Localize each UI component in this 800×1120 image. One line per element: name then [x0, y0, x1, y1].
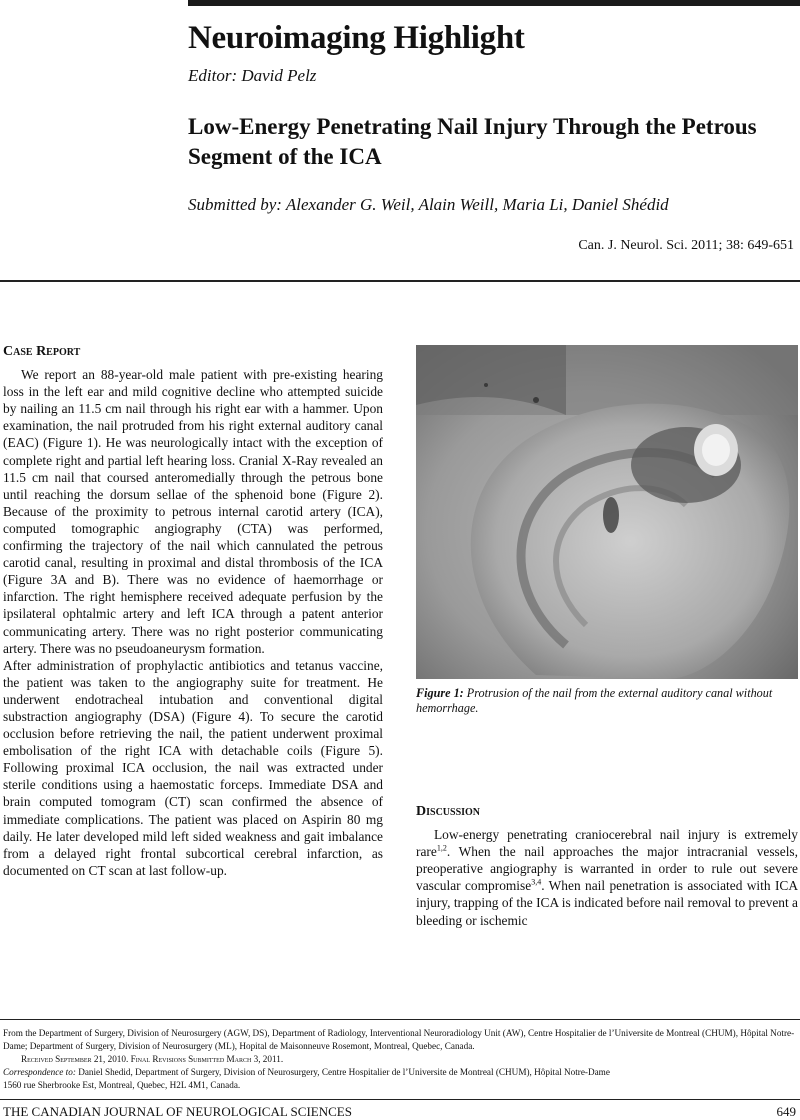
header-bottom-rule [0, 280, 800, 282]
journal-section-title: Neuroimaging Highlight [188, 20, 525, 56]
correspondence-note [3, 1066, 798, 1079]
affiliation-note: From the Department of Surgery, Division of Neurosurgery (AGW, DS), Department of Radiology, Interventional Neuroradiology Unit (AW), Centre Hospitalier de l’Universite de Montreal (CHUM), Hôpital Notre-Dame; Department of Surgery, Division of Neurosurgery (ML), Hopital de Maisonneuve Rosemont, Montreal, Quebec, Canada. [3, 1028, 795, 1051]
ear-photo-illustration [416, 345, 798, 679]
footer-rule [0, 1099, 800, 1100]
discussion-ref-1: 1,2 [436, 843, 447, 853]
citation: Can. J. Neurol. Sci. 2011; 38: 649-651 [578, 238, 794, 253]
discussion-heading: Discussion [416, 804, 481, 819]
correspondence-text: Daniel Shedid, Department of Surgery, Division of Neurosurgery, Centre Hospitalier de l’Universite de Montreal (CHUM), Hôpital Notre-Dame [75, 1067, 610, 1077]
footnotes [3, 1027, 798, 1092]
discussion-text-a: Low-energy penetrating craniocerebral nail injury is extremely rare [416, 827, 798, 860]
case-report-paragraph-1: We report an 88-year-old male patient with pre-existing hearing loss in the left ear and mild cognitive decline who attempted suicide by nailing an 11.5 cm nail through his right ear with a hammer. Upon examination, the nail protruded from his right external auditory canal (EAC) (Figure 1). He was neurologically intact with the exception of complete right and partial left hearing loss. Cranial X-Ray revealed an 11.5 cm nail that coursed anteromedially through the petrous bone until reaching the dorsum sellae of the sphenoid bone (Figure 2). Because of the proximity to petrous internal carotid artery (ICA), computed tomographic angiography (CTA) was performed, confirming the trajectory of the nail which cannulated the petrous carotid canal, resulting in proximal and distal thrombosis of the ICA (Figure 3A and B). There was no evidence of haemorrhage or infarction. The right hemisphere received adequate perfusion by the ipsilateral ophtalmic artery and left ICA through a patent anterior communicating artery. There was no right posterior communicating artery. There was no pseudoaneurysm formation. [3, 367, 383, 656]
discussion-text-c: . When nail penetration is associated with ICA injury, trapping of the ICA is indicated before nail removal to prevent a bleeding or ischemic [416, 878, 799, 928]
discussion-paragraph [416, 826, 798, 929]
header-top-rule [188, 0, 800, 6]
discussion-text-b: . When the nail approaches the major intracranial vessels, preoperative angiography is warranted in order to rule out severe vascular compromise [416, 844, 798, 894]
discussion-column [416, 803, 798, 929]
figure-1-photo [416, 345, 798, 679]
figure-1-caption [416, 686, 798, 715]
figure-1-label: Figure 1: [416, 686, 464, 700]
discussion-ref-2: 3,4 [531, 877, 542, 887]
footer-journal-name: THE CANADIAN JOURNAL OF NEUROLOGICAL SCIENCES [3, 1104, 352, 1119]
case-report-heading: Case Report [3, 344, 81, 359]
article-title: Low-Energy Penetrating Nail Injury Through the Petrous Segment of the ICA [188, 114, 757, 169]
authors-line: Submitted by: Alexander G. Weil, Alain Weill, Maria Li, Daniel Shédid [188, 195, 669, 214]
figure-1-caption-text: Protrusion of the nail from the external auditory canal without hemorrhage. [416, 686, 773, 715]
footnote-rule [0, 1019, 800, 1020]
correspondence-address: 1560 rue Sherbrooke Est, Montreal, Quebec, H2L 4M1, Canada. [3, 1080, 241, 1090]
editor-line: Editor: David Pelz [188, 66, 317, 85]
received-note: Received September 21, 2010. Final Revisions Submitted March 3, 2011. [21, 1054, 284, 1064]
page-number: 649 [776, 1104, 796, 1119]
case-report-column [3, 343, 383, 879]
correspondence-label: Correspondence to: [3, 1067, 76, 1077]
case-report-paragraph-2: After administration of prophylactic antibiotics and tetanus vaccine, the patient was taken to the angiography suite for treatment. He underwent endotracheal intubation and conventional digital substraction angiography (DSA) (Figure 4). To secure the carotid occlusion before retrieving the nail, the patient underwent proximal embolisation of the right ICA with detachable coils (Figure 5). Following proximal ICA occlusion, the nail was extracted under sterile conditions using a haemostatic forceps. Immediate DSA and brain computed tomogram (CT) scan confirmed the absence of immediate complications. The patient was placed on Aspirin 80 mg daily. He later developed mild left sided weakness and gait imbalance from a delayed right frontal subcortical cerebral infarction, as documented on CT scan at last follow-up. [3, 657, 383, 878]
